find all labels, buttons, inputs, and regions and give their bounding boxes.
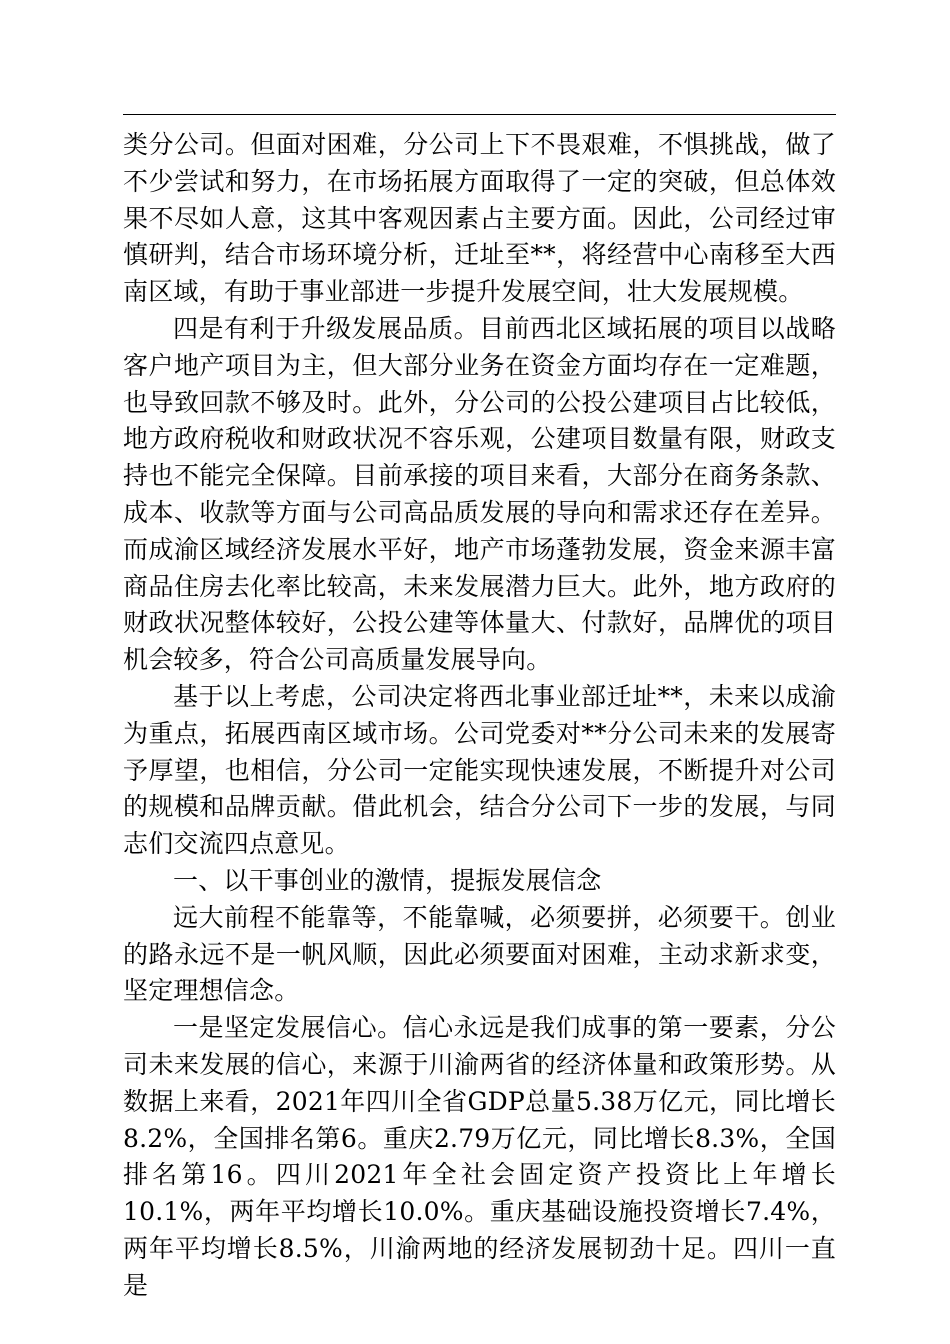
paragraph-point-one: 一是坚定发展信心。信心永远是我们成事的第一要素，分公司未来发展的信心，来源于川渝两省的经济体量和政策形势。从数据上来看，2021年四川全省GDP总量5.38万亿元，同比增长8.2%，全国排名第6。重庆2.79万亿元，同比增长8.3%，全国排名第16。四川2021年全社会固定资产投资比上年增长10.1%，两年平均增长10.0%。重庆基础设施投资增长7.4%，两年平均增长8.5%，川渝两地的经济发展韧劲十足。四川一直是 [123, 1013, 836, 1300]
paragraph-intro-continued: 类分公司。但面对困难，分公司上下不畏艰难，不惧挑战，做了不少尝试和努力，在市场拓展方面取得了一定的突破，但总体效果不尽如人意，这其中客观因素占主要方面。因此，公司经过审慎研判，结合市场环境分析，迁址至**，将经营中心南移至大西南区域，有助于事业部进一步提升发展空间，壮大发展规模。 [123, 130, 836, 307]
paragraph-point-four: 四是有利于升级发展品质。目前西北区域拓展的项目以战略客户地产项目为主，但大部分业务在资金方面均存在一定难题，也导致回款不够及时。此外，分公司的公投公建项目占比较低，地方政府税收和财政状况不容乐观，公建项目数量有限，财政支持也不能完全保障。目前承接的项目来看，大部分在商务条款、成本、收款等方面与公司高品质发展的导向和需求还存在差异。而成渝区域经济发展水平好，地产市场蓬勃发展，资金来源丰富商品住房去化率比较高，未来发展潜力巨大。此外，地方政府的财政状况整体较好，公投公建等体量大、付款好，品牌优的项目机会较多，符合公司高质量发展导向。 [123, 313, 836, 675]
paragraph-section-intro: 远大前程不能靠等，不能靠喊，必须要拼，必须要干。创业的路永远不是一帆风顺，因此必须要面对困难，主动求新求变，坚定理想信念。 [123, 902, 836, 1006]
header-rule [123, 114, 836, 115]
document-body [123, 127, 836, 1305]
paragraph-decision: 基于以上考虑，公司决定将西北事业部迁址**，未来以成渝为重点，拓展西南区域市场。公司党委对**分公司未来的发展寄予厚望，也相信，分公司一定能实现快速发展，不断提升对公司的规模和品牌贡献。借此机会，结合分公司下一步的发展，与同志们交流四点意见。 [123, 681, 836, 859]
section-heading-one: 一、以干事创业的激情，提振发展信念 [173, 865, 602, 895]
